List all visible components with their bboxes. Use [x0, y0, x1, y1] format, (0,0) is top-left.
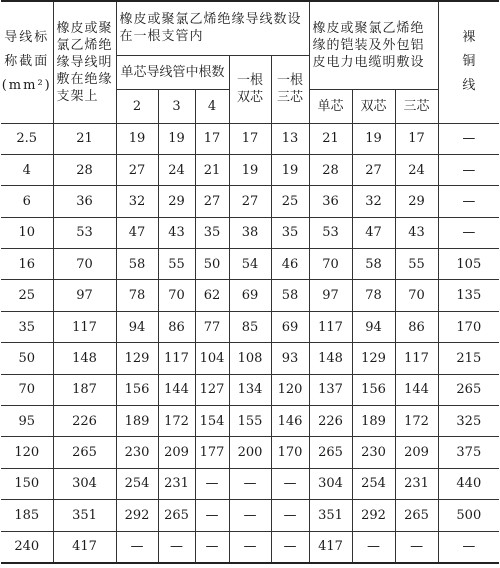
table-cell: 265	[309, 437, 352, 468]
header-armored-cable: 橡皮或聚氯乙烯绝缘的铠装及外包铝皮电力电缆明敷设	[309, 1, 438, 89]
table-cell: 58	[271, 280, 309, 311]
table-cell: 230	[352, 437, 395, 468]
table-cell: 19	[229, 154, 271, 185]
table-row	[1, 154, 499, 185]
table-cell: 231	[158, 468, 195, 499]
table-cell: 417	[53, 531, 116, 563]
table-cell: 155	[229, 406, 271, 437]
table-cell: —	[195, 531, 229, 563]
table-cell: 134	[229, 374, 271, 405]
table-cell: 86	[158, 311, 195, 342]
header-size-line-3: (mm²)	[1, 78, 52, 94]
table-row	[1, 249, 499, 280]
cell-conductor-size: 185	[1, 500, 53, 531]
table-cell: 417	[309, 531, 352, 563]
table-cell: 440	[438, 468, 499, 499]
table-cell: 27	[195, 186, 229, 217]
table-cell: 93	[271, 343, 309, 374]
table-cell: 29	[395, 186, 438, 217]
table-cell: —	[195, 468, 229, 499]
table-cell: 69	[271, 311, 309, 342]
header-one-conduit-three-core	[271, 55, 309, 123]
table-cell: 177	[195, 437, 229, 468]
table-cell: 156	[352, 374, 395, 405]
table-row	[1, 217, 499, 248]
cell-conductor-size: 2.5	[1, 123, 53, 154]
table-cell: 94	[352, 311, 395, 342]
header-cable-single: 单芯	[309, 89, 352, 123]
header-one-conduit-two-core	[229, 55, 271, 123]
table-cell: 70	[158, 280, 195, 311]
table-cell: 85	[229, 311, 271, 342]
table-cell: —	[438, 186, 499, 217]
table-cell: 117	[53, 311, 116, 342]
cell-conductor-size: 35	[1, 311, 53, 342]
table-cell: 28	[309, 154, 352, 185]
header-count-3: 3	[158, 89, 195, 123]
header-single-core-count: 单芯导线管中根数	[116, 55, 229, 89]
table-cell: 172	[395, 406, 438, 437]
table-cell: 32	[116, 186, 158, 217]
header-bare-copper-3: 线	[462, 78, 476, 94]
table-cell: 38	[229, 217, 271, 248]
table-cell: 187	[53, 374, 116, 405]
table-cell: 24	[395, 154, 438, 185]
table-cell: 36	[309, 186, 352, 217]
header-cable-two: 双芯	[352, 89, 395, 123]
table-cell: 230	[116, 437, 158, 468]
table-row	[1, 343, 499, 374]
table-cell: 189	[116, 406, 158, 437]
table-cell: 17	[195, 123, 229, 154]
table-cell: 265	[158, 500, 195, 531]
table-cell: 104	[195, 343, 229, 374]
cell-conductor-size: 150	[1, 468, 53, 499]
table-cell: 27	[229, 186, 271, 217]
table-cell: —	[195, 500, 229, 531]
table-cell: 231	[395, 468, 438, 499]
table-cell: 54	[229, 249, 271, 280]
table-row	[1, 374, 499, 405]
table-cell: 97	[53, 280, 116, 311]
table-cell: —	[438, 217, 499, 248]
ampacity-table	[1, 0, 499, 564]
header-count-2: 2	[116, 89, 158, 123]
table-cell: 29	[158, 186, 195, 217]
table-cell: 19	[116, 123, 158, 154]
table-cell: 226	[53, 406, 116, 437]
table-cell: 21	[53, 123, 116, 154]
table-cell: 17	[229, 123, 271, 154]
table-cell: 53	[53, 217, 116, 248]
table-cell: 209	[395, 437, 438, 468]
table-cell: 58	[116, 249, 158, 280]
table-cell: 78	[352, 280, 395, 311]
cell-conductor-size: 10	[1, 217, 53, 248]
table-cell: 47	[352, 217, 395, 248]
header-two-core: 双芯	[236, 90, 263, 105]
table-cell: 28	[53, 154, 116, 185]
table-cell: 70	[309, 249, 352, 280]
table-cell: 27	[116, 154, 158, 185]
table-cell: 94	[116, 311, 158, 342]
table-cell: 97	[309, 280, 352, 311]
table-cell: 148	[53, 343, 116, 374]
table-cell: 19	[352, 123, 395, 154]
table-cell: 154	[195, 406, 229, 437]
table-cell: 32	[352, 186, 395, 217]
header-three-core: 三芯	[277, 90, 304, 105]
table-cell: 292	[352, 500, 395, 531]
header-conductor-size	[1, 1, 53, 123]
table-cell: —	[438, 154, 499, 185]
header-size-line-2: 称截面	[4, 54, 50, 70]
cell-conductor-size: 50	[1, 343, 53, 374]
table-cell: 148	[309, 343, 352, 374]
header-cable-three: 三芯	[395, 89, 438, 123]
table-cell: 25	[271, 186, 309, 217]
cell-conductor-size: 240	[1, 531, 53, 563]
table-cell: 135	[438, 280, 499, 311]
table-cell: —	[395, 531, 438, 563]
cell-conductor-size: 4	[1, 154, 53, 185]
cell-conductor-size: 25	[1, 280, 53, 311]
cell-conductor-size: 16	[1, 249, 53, 280]
table-cell: 170	[271, 437, 309, 468]
table-cell: 105	[438, 249, 499, 280]
table-cell: 129	[352, 343, 395, 374]
cell-conductor-size: 95	[1, 406, 53, 437]
table-cell: 117	[158, 343, 195, 374]
table-cell: 120	[271, 374, 309, 405]
table-header	[1, 1, 499, 123]
header-bare-copper-1: 裸	[462, 30, 476, 46]
table-cell: 156	[116, 374, 158, 405]
table-row	[1, 123, 499, 154]
cell-conductor-size: 120	[1, 437, 53, 468]
header-one-conduit-b: 一根	[277, 73, 304, 88]
table-cell: 500	[438, 500, 499, 531]
header-conduit: 橡皮或聚氯乙烯绝缘导线数设在一根支管内	[116, 1, 309, 55]
table-cell: —	[271, 468, 309, 499]
table-cell: —	[271, 500, 309, 531]
table-cell: 35	[195, 217, 229, 248]
table-cell: 144	[395, 374, 438, 405]
table-cell: 108	[229, 343, 271, 374]
header-bare-copper	[438, 1, 499, 123]
table-cell: 189	[352, 406, 395, 437]
table-cell: 226	[309, 406, 352, 437]
table-cell: 58	[352, 249, 395, 280]
table-cell: 254	[116, 468, 158, 499]
table-cell: —	[438, 531, 499, 563]
table-cell: 62	[195, 280, 229, 311]
table-cell: 35	[271, 217, 309, 248]
table-cell: 129	[116, 343, 158, 374]
header-count-4: 4	[195, 89, 229, 123]
table-cell: 215	[438, 343, 499, 374]
table-cell: 70	[395, 280, 438, 311]
table-cell: —	[438, 123, 499, 154]
table-cell: —	[229, 500, 271, 531]
table-cell: 375	[438, 437, 499, 468]
table-row	[1, 531, 499, 563]
table-cell: 117	[395, 343, 438, 374]
header-bare-copper-2: 铜	[462, 54, 476, 70]
table-cell: —	[158, 531, 195, 563]
table-cell: 172	[158, 406, 195, 437]
table-cell: 137	[309, 374, 352, 405]
table-body	[1, 123, 499, 563]
table-cell: 325	[438, 406, 499, 437]
header-one-conduit-a: 一根	[236, 73, 263, 88]
table-row	[1, 437, 499, 468]
table-cell: 351	[309, 500, 352, 531]
table-row	[1, 186, 499, 217]
header-size-line-1: 导线标	[4, 30, 50, 46]
table-cell: —	[271, 531, 309, 563]
table-cell: —	[352, 531, 395, 563]
table-cell: 127	[195, 374, 229, 405]
table-cell: 265	[438, 374, 499, 405]
table-row	[1, 406, 499, 437]
table-cell: 70	[53, 249, 116, 280]
table-cell: 292	[116, 500, 158, 531]
table-cell: 55	[395, 249, 438, 280]
table-row	[1, 500, 499, 531]
table-cell: 69	[229, 280, 271, 311]
table-cell: 19	[158, 123, 195, 154]
table-cell: 200	[229, 437, 271, 468]
table-cell: 304	[309, 468, 352, 499]
table-cell: 17	[395, 123, 438, 154]
table-cell: 77	[195, 311, 229, 342]
table-cell: 53	[309, 217, 352, 248]
table-cell: 21	[195, 154, 229, 185]
table-cell: —	[229, 468, 271, 499]
table-cell: —	[116, 531, 158, 563]
table-row	[1, 311, 499, 342]
table-cell: 50	[195, 249, 229, 280]
table-cell: 254	[352, 468, 395, 499]
table-cell: 36	[53, 186, 116, 217]
table-cell: 47	[116, 217, 158, 248]
table-cell: —	[229, 531, 271, 563]
table-cell: 265	[395, 500, 438, 531]
table-cell: 170	[438, 311, 499, 342]
table-cell: 24	[158, 154, 195, 185]
table-cell: 209	[158, 437, 195, 468]
table-cell: 43	[395, 217, 438, 248]
cell-conductor-size: 6	[1, 186, 53, 217]
table-cell: 144	[158, 374, 195, 405]
table-cell: 21	[309, 123, 352, 154]
table-cell: 351	[53, 500, 116, 531]
table-cell: 78	[116, 280, 158, 311]
table-cell: 265	[53, 437, 116, 468]
table-cell: 13	[271, 123, 309, 154]
cell-conductor-size: 70	[1, 374, 53, 405]
table-row	[1, 468, 499, 499]
table-cell: 146	[271, 406, 309, 437]
table-cell: 43	[158, 217, 195, 248]
table-cell: 27	[352, 154, 395, 185]
table-cell: 19	[271, 154, 309, 185]
table-row	[1, 280, 499, 311]
table-cell: 86	[395, 311, 438, 342]
table-cell: 117	[309, 311, 352, 342]
table-cell: 304	[53, 468, 116, 499]
table-cell: 46	[271, 249, 309, 280]
table-cell: 55	[158, 249, 195, 280]
header-insulator-support: 橡皮或聚氯乙烯绝缘导线明敷在绝缘支架上	[53, 1, 116, 123]
